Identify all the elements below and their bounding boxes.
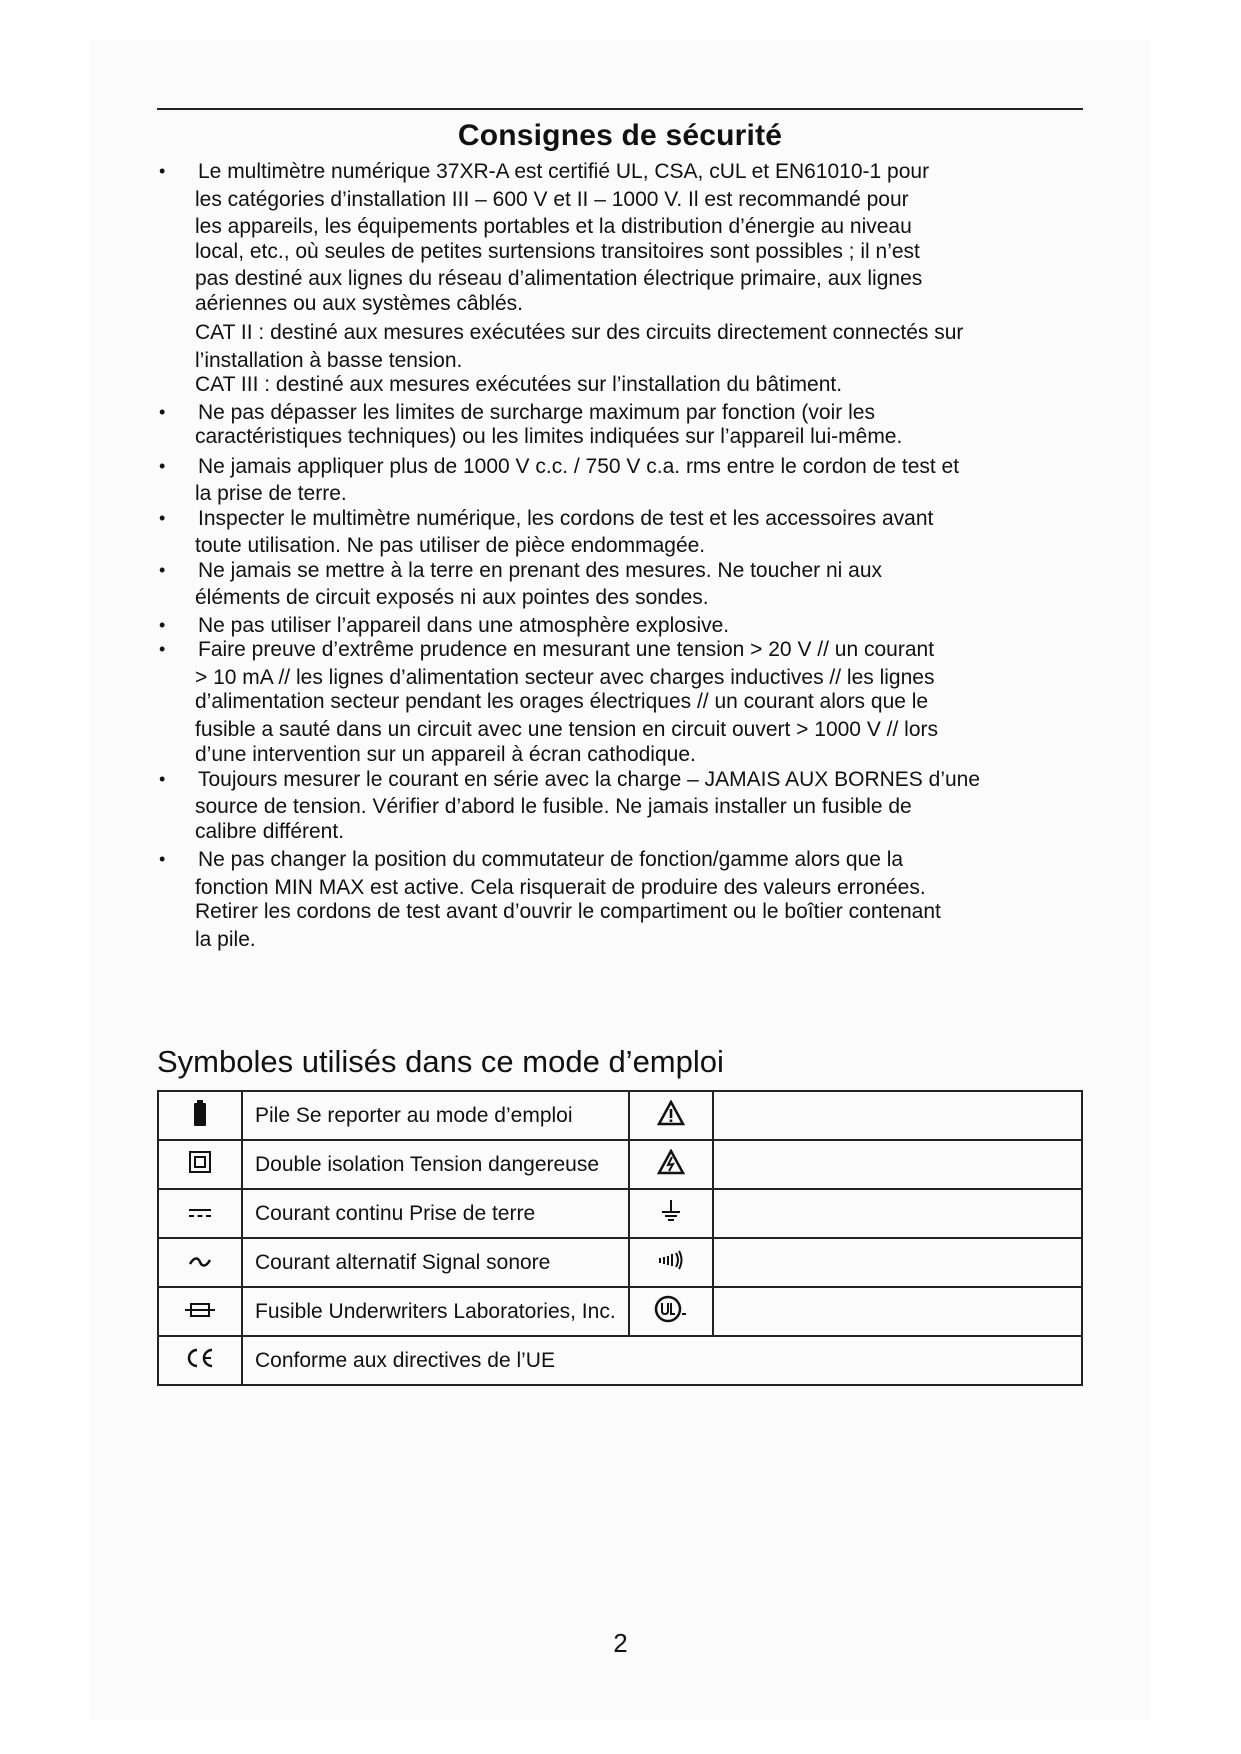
ul-mark-icon [654,1295,688,1329]
table-row [158,1091,1082,1140]
symbol-description: Conforme aux directives de l’UE [242,1336,1082,1385]
item-line: d’alimentation secteur pendant les orages électriques // un courant alors que le [195,690,929,713]
table-row [158,1238,1082,1287]
ground-icon [660,1199,682,1229]
item-line: la pile. [195,927,256,951]
table-row [158,1189,1082,1238]
bullet: • [159,849,166,869]
fuse-icon [185,1300,215,1324]
item-line: Ne pas dépasser les limites de surcharge maximum par fonction (voir les [198,400,875,424]
safety-item [157,399,1083,451]
item-line: Ne pas changer la position du commutateur de fonction/gamme alors que la [198,848,904,871]
double-insulation-icon [189,1151,211,1179]
bullet: • [159,401,166,422]
item-line: CAT II : destiné aux mesures exécutées sur des circuits directement connectés sur [195,321,964,344]
ac-current-icon [188,1251,212,1275]
item-line: l’installation à basse tension. [195,348,463,372]
item-line: Retirer les cordons de test avant d’ouvrir le compartiment ou le boîtier contenant [195,900,941,923]
item-line: d’une intervention sur un appareil à écran cathodique. [195,743,696,766]
table-row [158,1140,1082,1189]
safety-list [157,158,1083,953]
item-line: fonction MIN MAX est active. Cela risquerait de produire des valeurs erronées. [195,875,926,899]
item-line: calibre différent. [195,819,345,843]
item-line: aériennes ou aux systèmes câblés. [195,291,524,315]
bullet: • [159,639,166,659]
item-line: Ne jamais appliquer plus de 1000 V c.c. / 750 V c.a. rms entre le cordon de test et [198,454,960,478]
dc-current-icon [188,1202,212,1226]
item-line: source de tension. Vérifier d’abord le fusible. Ne jamais installer un fusible de [195,795,912,818]
table-row [158,1287,1082,1336]
item-line: caractéristiques techniques) ou les limites indiquées sur l’appareil lui-même. [195,425,903,448]
item-line: CAT III : destiné aux mesures exécutées sur l’installation du bâtiment. [195,373,843,396]
item-line: Inspecter le multimètre numérique, les cordons de test et les accessoires avant [198,506,934,530]
high-voltage-icon [657,1149,685,1181]
top-rule [157,108,1083,110]
item-line: les appareils, les équipements portables et la distribution d’énergie au niveau [195,215,912,238]
bullet: • [159,559,166,580]
bullet: • [159,161,166,181]
safety-item [157,846,1083,953]
item-line: Ne jamais se mettre à la terre en prenant des mesures. Ne toucher ni aux [198,558,882,582]
safety-item [157,453,1083,508]
symbol-description: Courant alternatif Signal sonore [242,1238,629,1287]
symbol-description: Pile Se reporter au mode d’emploi [242,1091,629,1140]
bullet: • [159,614,166,635]
warning-icon [657,1100,685,1132]
item-line: les catégories d’installation III – 600 V et II – 1000 V. Il est recommandé pour [195,187,909,211]
symbols-table [157,1090,1083,1386]
safety-item [157,505,1083,560]
ce-mark-icon [185,1347,215,1375]
item-line: pas destiné aux lignes du réseau d’alimentation électrique primaire, aux lignes [195,267,923,290]
item-line: local, etc., où seules de petites surtensions transitoires sont possibles ; il n’est [195,239,920,263]
table-row [158,1336,1082,1385]
battery-icon [193,1100,207,1132]
symbol-description: Courant continu Prise de terre [242,1189,629,1238]
safety-title: Consignes de sécurité [457,119,783,152]
bullet: • [159,507,166,528]
safety-item [157,766,1083,846]
buzzer-icon [658,1249,684,1277]
item-line: Ne pas utiliser l’appareil dans une atmosphère explosive. [198,613,730,637]
item-line: Toujours mesurer le courant en série avec la charge – JAMAIS AUX BORNES d’une [198,767,981,791]
safety-item [157,612,1083,640]
symbol-description: Double isolation Tension dangereuse [242,1140,629,1189]
safety-item [157,557,1083,612]
item-line: > 10 mA // les lignes d’alimentation secteur avec charges inductives // les lignes [195,665,935,689]
item-line: éléments de circuit exposés ni aux pointes des sondes. [195,586,709,609]
bullet: • [159,455,166,476]
safety-item [157,158,1083,399]
page-number: 2 [613,1628,628,1658]
bullet: • [159,768,166,789]
item-line: la prise de terre. [195,482,347,505]
item-line: toute utilisation. Ne pas utiliser de pièce endommagée. [195,534,706,557]
item-line: fusible a sauté dans un circuit avec une tension en circuit ouvert > 1000 V // lors [195,717,939,741]
item-line: Le multimètre numérique 37XR-A est certifié UL, CSA, cUL et EN61010-1 pour [198,160,930,183]
symbol-description: Fusible Underwriters Laboratories, Inc. [242,1287,629,1336]
item-line: Faire preuve d’extrême prudence en mesurant une tension > 20 V // un courant [198,638,935,661]
symbols-title: Symboles utilisés dans ce mode d’emploi [157,1044,724,1079]
safety-item [157,636,1083,769]
